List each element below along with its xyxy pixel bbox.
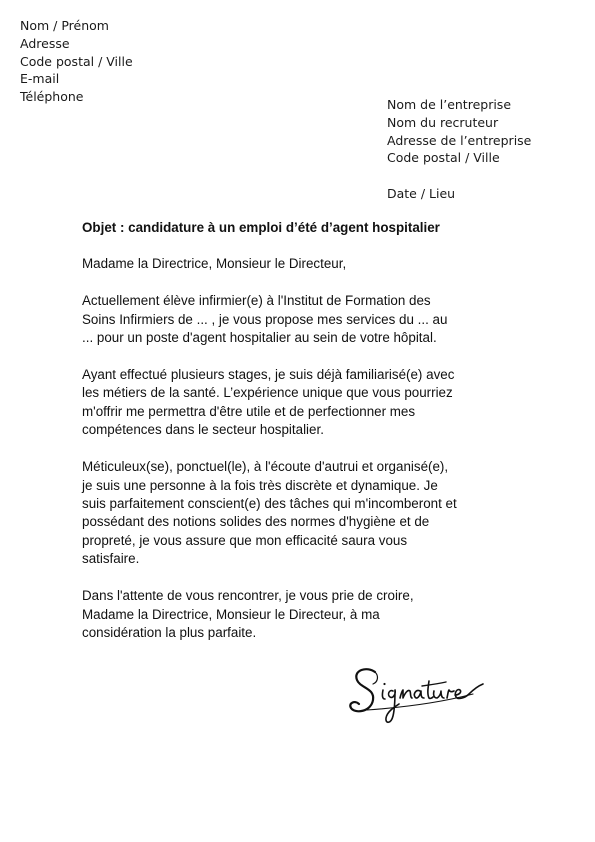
recipient-postal-city: Code postal / Ville [387,150,500,166]
paragraph-line: possédant des notions solides des normes d'hygiène et de [82,514,430,530]
paragraph-experience [82,366,522,440]
greeting: Madame la Directrice, Monsieur le Directeur, [82,256,347,272]
paragraph-line: satisfaire. [82,551,140,567]
sender-address: Adresse [20,35,70,51]
paragraph-line: les métiers de la santé. L’expérience unique que vous pourriez [82,385,453,401]
paragraph-line: Soins Infirmiers de ... , je vous propose mes services du ... au [82,311,448,327]
paragraph-line: Ayant effectué plusieurs stages, je suis déjà familiarisé(e) avec [82,367,455,383]
paragraph-line: propreté, je vous assure que mon efficacité saura vous [82,532,408,548]
recipient-block [387,96,531,167]
paragraph-line: m'offrir me permettra d'être utile et de perfectionner mes [82,403,416,419]
recipient-company: Nom de l’entreprise [387,97,512,112]
handwritten-signature [345,664,495,734]
sender-email: E-mail [20,71,60,87]
date-place: Date / Lieu [387,186,456,201]
paragraph-line: compétences dans le secteur hospitalier. [82,422,324,438]
signature-drawing [345,664,495,734]
paragraph-line: Dans l'attente de vous rencontrer, je vous prie de croire, [82,588,414,604]
recipient-address: Adresse de l’entreprise [387,132,532,148]
sender-block [20,17,133,106]
paragraph-line: Méticuleux(se), ponctuel(le), à l'écoute d'autrui et organisé(e), [82,459,449,475]
letter-body [82,219,522,642]
paragraph-intro [82,292,522,347]
paragraph-line: considération la plus parfaite. [82,624,257,640]
paragraph-line: ... pour un poste d'agent hospitalier au sein de votre hôpital. [82,330,437,346]
sender-postal-city: Code postal / Ville [20,53,133,69]
paragraph-line: je suis une personne à la fois très discrète et dynamique. Je [82,477,438,493]
paragraph-qualities [82,458,522,568]
sender-name: Nom / Prénom [20,18,109,33]
paragraph-line: Madame la Directrice, Monsieur le Directeur, à ma [82,606,380,622]
recipient-recruiter: Nom du recruteur [387,114,499,130]
paragraph-closing [82,587,522,642]
sender-phone: Téléphone [20,89,84,105]
subject-line: Objet : candidature à un emploi d’été d’agent hospitalier [82,220,440,235]
paragraph-line: Actuellement élève infirmier(e) à l'Institut de Formation des [82,293,431,309]
paragraph-line: suis parfaitement conscient(e) des tâches qui m'incomberont et [82,495,457,511]
